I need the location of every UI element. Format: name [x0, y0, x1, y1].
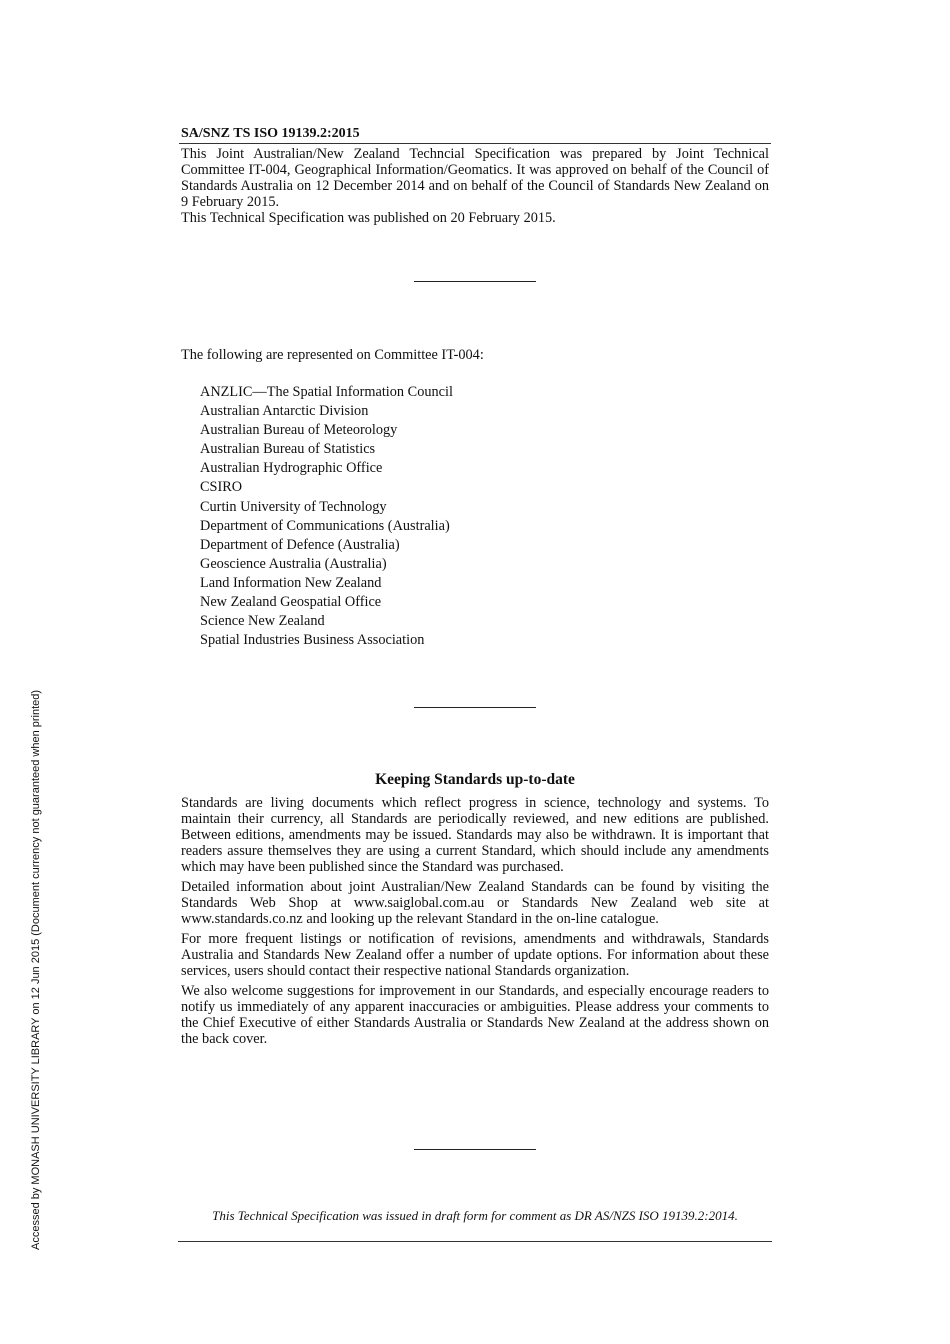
committee-member: Australian Hydrographic Office	[200, 460, 383, 477]
spec-identifier: SA/SNZ TS ISO 19139.2:2015	[181, 126, 360, 141]
committee-member: Science New Zealand	[200, 613, 325, 630]
committee-member: Geoscience Australia (Australia)	[200, 555, 387, 572]
draft-note: This Technical Specification was issued in draft form for comment as DR AS/NZS ISO 19139.2:2014.	[212, 1208, 738, 1223]
committee-member: New Zealand Geospatial Office	[200, 594, 382, 611]
committee-member: Australian Antarctic Division	[200, 403, 369, 420]
keeping-standards-body	[181, 795, 769, 1051]
committee-member: Department of Defence (Australia)	[200, 536, 400, 553]
committee-member: Australian Bureau of Statistics	[200, 441, 376, 458]
committee-lead: The following are represented on Committee IT-004:	[181, 347, 484, 363]
body-paragraph: Detailed information about joint Australian/New Zealand Standards can be found by visiting the Standards Web Shop at www.saiglobal.com.au or Standards New Zealand web site at www.standards.co.nz and looking up the relevant Standard in the on-line catalogue.	[181, 879, 769, 927]
body-paragraph: We also welcome suggestions for improvement in our Standards, and especially encourage readers to notify us immediately of any apparent inaccuracies or ambiguities. Please address your comments to the Chief Executive of either Standards Australia or Standards New Zealand at the address shown on the back cover.	[181, 983, 769, 1047]
committee-member: CSIRO	[200, 479, 243, 496]
body-paragraph: For more frequent listings or notification of revisions, amendments and withdrawals, Standards Australia and Standards New Zealand offer a number of update options. For information about these services, users should contact their respective national Standards organization.	[181, 931, 769, 979]
keeping-standards-heading: Keeping Standards up-to-date	[375, 771, 575, 788]
committee-member: ANZLIC—The Spatial Information Council	[200, 384, 453, 400]
published-paragraph: This Technical Specification was published on 20 February 2015.	[181, 210, 556, 226]
section-separator	[414, 707, 536, 708]
body-paragraph: Standards are living documents which reflect progress in science, technology and systems. To maintain their currency, all Standards are periodically reviewed, and new editions are published. Between editions, amendments may be issued. Standards may also be withdrawn. It is important that readers assure themselves they are using a current Standard, which should include any amendments which may have been published since the Standard was purchased.	[181, 795, 769, 875]
committee-member-list	[200, 383, 453, 650]
section-separator	[414, 281, 536, 282]
committee-member: Australian Bureau of Meteorology	[200, 422, 398, 439]
prepared-paragraph: This Joint Australian/New Zealand Techncial Specification was prepared by Joint Technical Committee IT-004, Geographical Information/Geomatics. It was approved on behalf of the Council of Standards Australia on 12 December 2014 and on behalf of the Council of Standards New Zealand on 9 February 2015.	[181, 146, 769, 210]
access-stamp: Accessed by MONASH UNIVERSITY LIBRARY on 12 Jun 2015 (Document currency not guaranteed when printed)	[30, 689, 42, 1250]
header-rule	[179, 143, 771, 144]
section-separator	[414, 1149, 536, 1150]
preparation-statement	[181, 146, 769, 226]
committee-member: Department of Communications (Australia)	[200, 517, 450, 534]
footer-rule	[178, 1241, 772, 1242]
committee-member: Curtin University of Technology	[200, 498, 387, 515]
committee-member: Spatial Industries Business Association	[200, 632, 425, 649]
committee-member: Land Information New Zealand	[200, 574, 382, 591]
